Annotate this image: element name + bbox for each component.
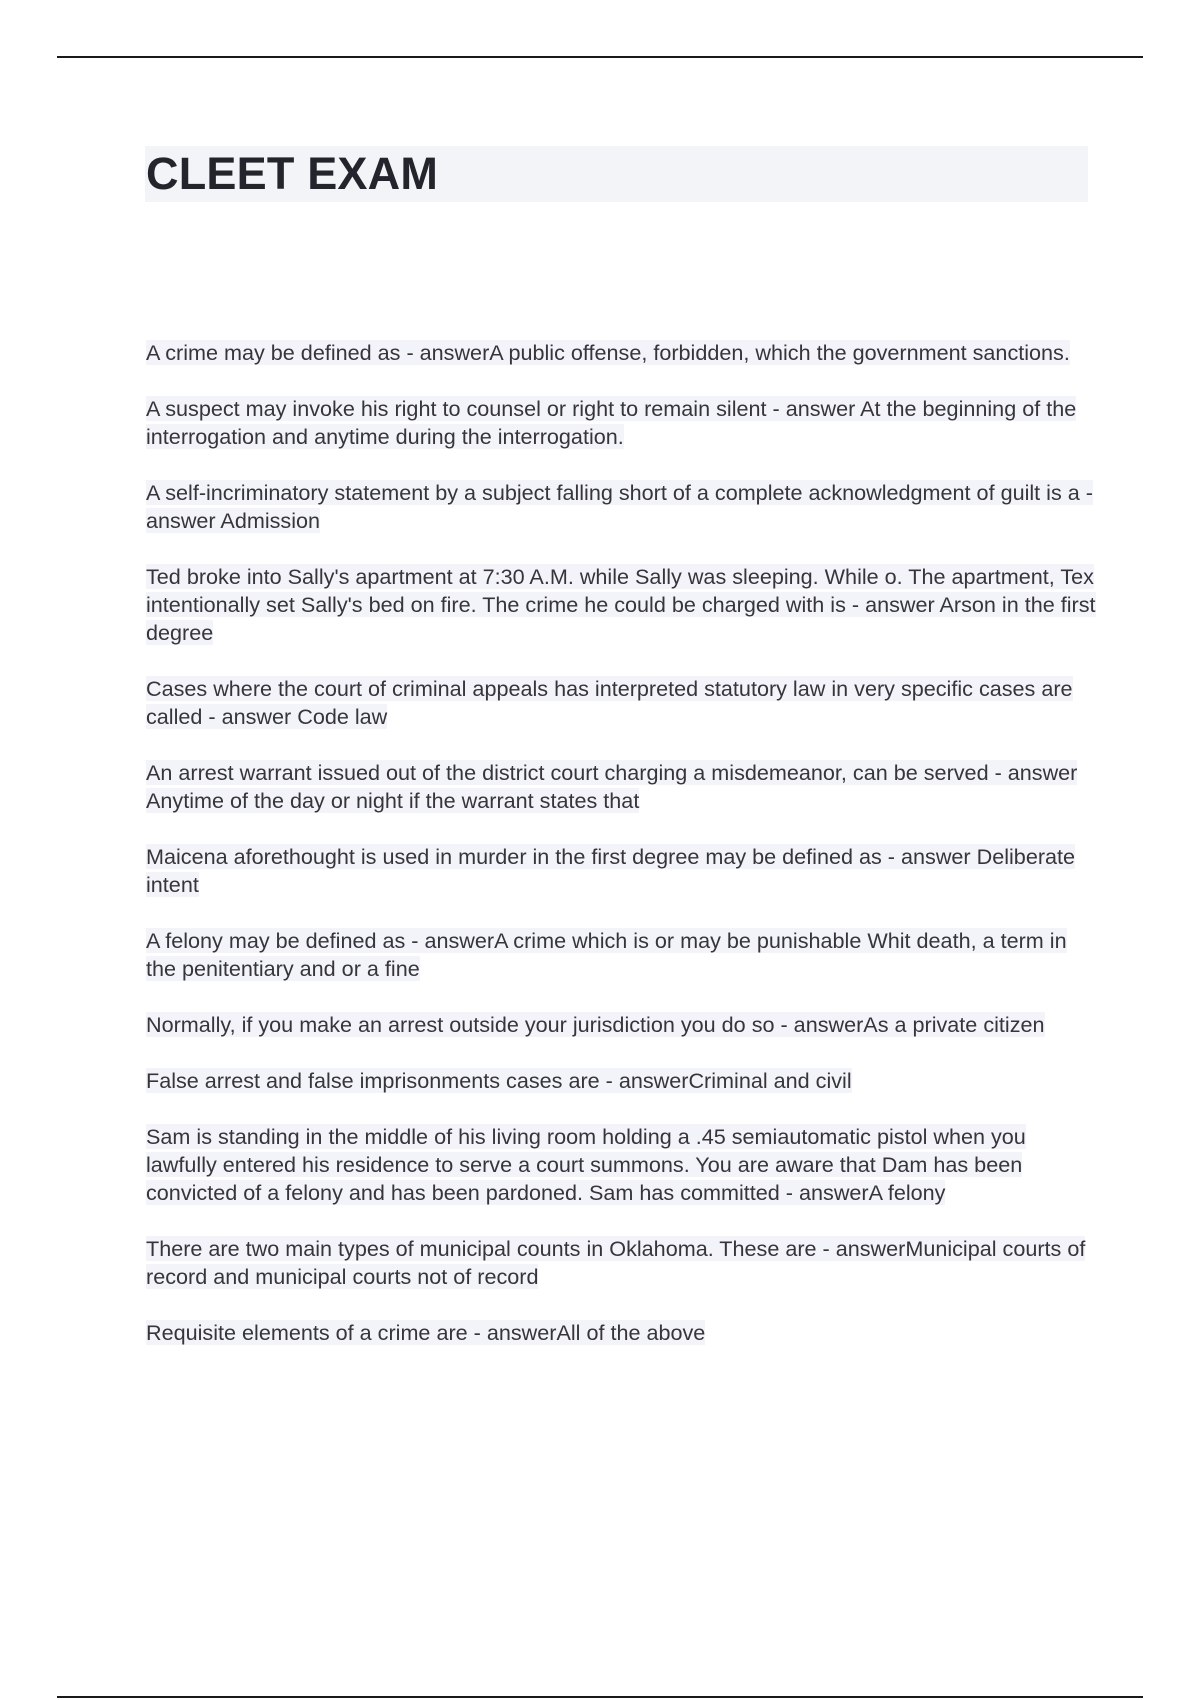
qa-item	[146, 1011, 1096, 1039]
qa-item	[146, 339, 1096, 367]
qa-text: An arrest warrant issued out of the district court charging a misdemeanor, can be served - answer Anytime of the day or night if the warrant states that	[146, 760, 1078, 813]
qa-item	[146, 927, 1096, 983]
qa-item	[146, 1123, 1096, 1207]
qa-item	[146, 1067, 1096, 1095]
qa-item	[146, 563, 1096, 647]
qa-text: Cases where the court of criminal appeals has interpreted statutory law in very specific cases are called - answer Code law	[146, 676, 1073, 729]
qa-text: Maicena aforethought is used in murder in the first degree may be defined as - answer Deliberate intent	[146, 844, 1076, 897]
qa-item	[146, 395, 1096, 451]
qa-item	[146, 1319, 1096, 1347]
qa-text: Sam is standing in the middle of his living room holding a .45 semiautomatic pistol when you lawfully entered his residence to serve a court summons. You are aware that Dam has been convicted of a felony and has been pardoned. Sam has committed - answerA felony	[146, 1124, 1026, 1205]
footer-rule	[57, 1696, 1143, 1698]
qa-item	[146, 759, 1096, 815]
qa-text: There are two main types of municipal counts in Oklahoma. These are - answerMunicipal courts of record and municipal courts not of record	[146, 1236, 1086, 1289]
qa-text: Normally, if you make an arrest outside your jurisdiction you do so - answerAs a private citizen	[146, 1012, 1045, 1037]
qa-text: Requisite elements of a crime are - answerAll of the above	[146, 1320, 706, 1345]
qa-text: A self-incriminatory statement by a subject falling short of a complete acknowledgment of guilt is a - answer Admission	[146, 480, 1093, 533]
page-title: CLEET EXAM	[146, 148, 439, 199]
qa-item	[146, 843, 1096, 899]
qa-text: Ted broke into Sally's apartment at 7:30 A.M. while Sally was sleeping. While o. The apartment, Tex intentionally set Sally's bed on fire. The crime he could be charged with is - answer Arson in the first degree	[146, 564, 1096, 645]
qa-item	[146, 479, 1096, 535]
qa-text: A crime may be defined as - answerA public offense, forbidden, which the government sanctions.	[146, 340, 1070, 365]
qa-item	[146, 675, 1096, 731]
qa-text: A felony may be defined as - answerA crime which is or may be punishable Whit death, a term in the penitentiary and or a fine	[146, 928, 1067, 981]
header-rule	[57, 56, 1143, 58]
qa-text: False arrest and false imprisonments cases are - answerCriminal and civil	[146, 1068, 852, 1093]
qa-item	[146, 1235, 1096, 1291]
qa-text: A suspect may invoke his right to counsel or right to remain silent - answer At the beginning of the interrogation and anytime during the interrogation.	[146, 396, 1077, 449]
qa-list	[146, 339, 1096, 1375]
